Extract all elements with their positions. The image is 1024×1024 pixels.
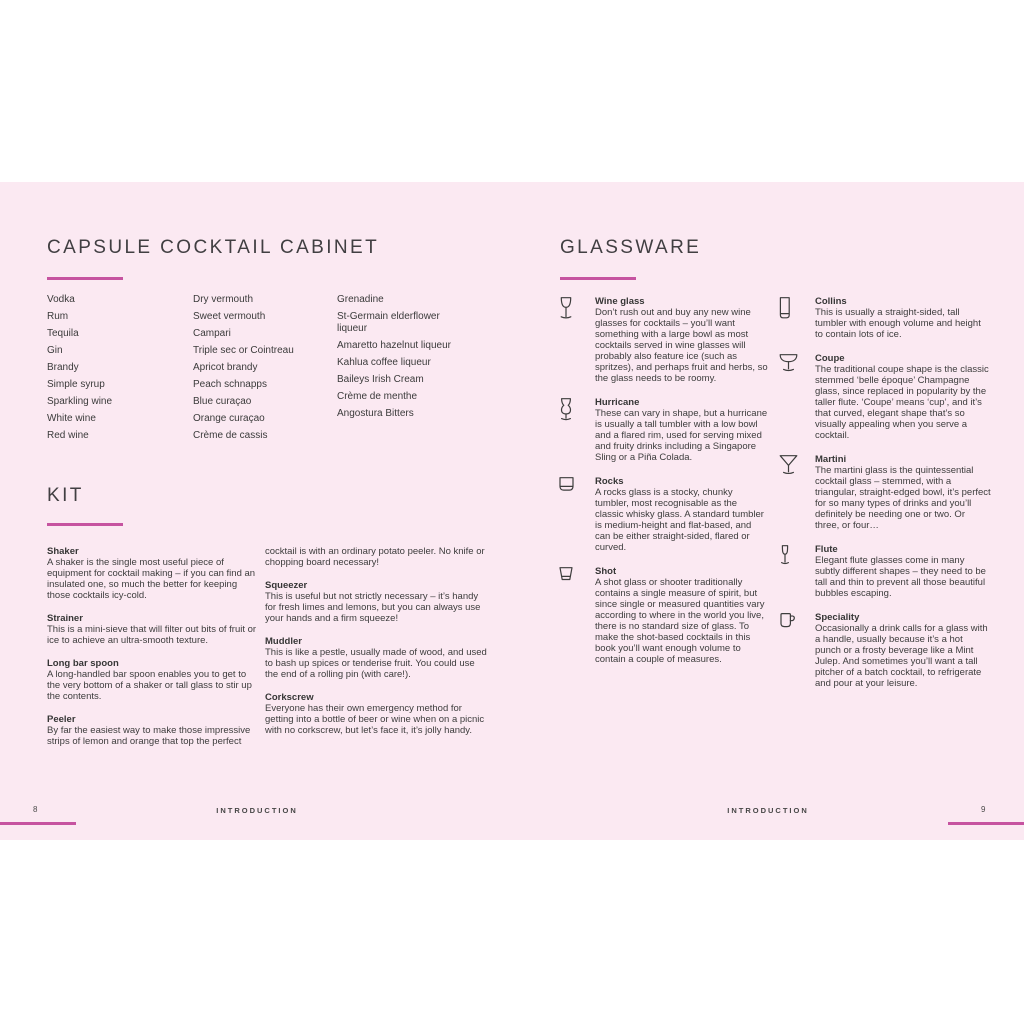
ingredient-item: Simple syrup <box>47 379 105 390</box>
kit-entry-body: By far the easiest way to make those impressive strips of lemon and orange that top the perfect <box>47 725 251 747</box>
kit-entry-heading: Strainer <box>47 613 83 624</box>
glassware-entry-body: Don’t rush out and buy any new wine glasses for cocktails – you’ll want something with a large bowl as most cocktails served in wine glasses will probably also feature ice (such as spritzes), and perhaps fruit and herbs, so the glass needs to be roomy. <box>595 307 768 384</box>
running-head-right: INTRODUCTION <box>727 806 809 815</box>
kit-entry-heading: Long bar spoon <box>47 658 119 669</box>
footer-rule-right <box>948 822 1024 825</box>
ingredient-item: Orange curaçao <box>193 413 265 424</box>
ingredient-item: Triple sec or Cointreau <box>193 345 294 356</box>
kit-entry-heading: Shaker <box>47 546 79 557</box>
running-head-left: INTRODUCTION <box>216 806 298 815</box>
kit-entry-body: This is a mini-sieve that will filter out bits of fruit or ice to achieve an ultra-smooth texture. <box>47 624 257 646</box>
glassware-entry-martini <box>776 454 991 531</box>
ingredient-item: Amaretto hazelnut liqueur <box>337 339 451 351</box>
kit-entry-peeler <box>47 714 259 747</box>
footer-rule-left <box>0 822 76 825</box>
ingredient-item: Kahlua coffee liqueur <box>337 356 431 368</box>
glassware-entry-heading: Collins <box>815 296 847 307</box>
book-spread <box>0 182 1024 840</box>
glassware-entry-body: A shot glass or shooter traditionally contains a single measure of spirit, but since single or measured quantities vary according to where in the world you live, there is no standard size of glass. To make the shot-based cocktails in this book you’ll want enough volume to contain a couple of measures. <box>595 577 765 665</box>
kit-column-1 <box>47 546 259 759</box>
flute-glass-icon <box>776 544 815 567</box>
kit-title: KIT <box>47 485 84 506</box>
kit-entry-heading: Peeler <box>47 714 76 725</box>
ingredient-item: Vodka <box>47 294 75 305</box>
glassware-entry-body: A rocks glass is a stocky, chunky tumbler, most recognisable as the classic whisky glass. A standard tumbler is medium-height and flat-based, and can be either straight-sided, flared or curved. <box>595 487 764 553</box>
glassware-entry-flute <box>776 544 991 599</box>
kit-entry-strainer <box>47 613 259 646</box>
shot-glass-icon <box>556 566 595 581</box>
ingredient-item: Brandy <box>47 362 79 373</box>
rocks-glass-icon <box>556 476 595 491</box>
martini-glass-icon <box>776 454 815 476</box>
wine-glass-icon <box>556 296 595 323</box>
glassware-entry-speciality <box>776 612 991 689</box>
glassware-entry-heading: Coupe <box>815 353 845 364</box>
ingredient-item: St-Germain elderflower liqueur <box>337 311 440 334</box>
kit-column-2 <box>265 546 489 748</box>
ingredient-item: Dry vermouth <box>193 294 254 305</box>
glassware-entry-coupe <box>776 353 991 441</box>
ingredient-item: White wine <box>47 413 96 424</box>
capsule-cocktail-cabinet-title: CAPSULE COCKTAIL CABINET <box>47 237 380 258</box>
ingredient-item: Baileys Irish Cream <box>337 373 424 385</box>
ingredient-item: Peach schnapps <box>193 379 267 390</box>
glassware-entry-heading: Rocks <box>595 476 624 487</box>
glassware-title: GLASSWARE <box>560 237 702 258</box>
glassware-entry-text <box>595 566 768 665</box>
glassware-column-1 <box>556 296 768 678</box>
glassware-entry-text <box>815 612 991 689</box>
kit-entry-muddler <box>265 636 489 680</box>
glassware-entry-rocks <box>556 476 768 553</box>
kit-entry-body: A long-handled bar spoon enables you to get to the very bottom of a shaker or tall glass to stir up the contents. <box>47 669 252 702</box>
kit-entry-body: Everyone has their own emergency method for getting into a bottle of beer or wine when on a picnic with no corkscrew, but let’s face it, it’s jolly handy. <box>265 703 485 736</box>
ingredient-item: Angostura Bitters <box>337 407 414 419</box>
kit-entry-squeezer <box>265 580 489 624</box>
speciality-mug-icon <box>776 612 815 628</box>
glassware-entry-text <box>815 544 991 599</box>
ingredient-item: Crème de cassis <box>193 430 268 441</box>
kit-entry-body: This is like a pestle, usually made of wood, and used to bash up spices or tenderise fruit. You could use the end of a rolling pin (with care!). <box>265 647 487 680</box>
kit-entry-peeler-continued <box>265 546 489 568</box>
coupe-glass-icon <box>776 353 815 374</box>
glassware-entry-body: This is usually a straight-sided, tall tumbler with enough volume and height to contain lots of ice. <box>815 307 981 340</box>
kit-title-rule <box>47 523 123 526</box>
ingredient-item: Rum <box>47 311 69 322</box>
ingredient-item: Apricot brandy <box>193 362 258 373</box>
glassware-entry-body: These can vary in shape, but a hurricane is usually a tall tumbler with a low bowl and a flared rim, used for serving mixed and fruity drinks including a Singapore Sling or a Piña Colada. <box>595 408 768 463</box>
glassware-entry-heading: Wine glass <box>595 296 645 307</box>
glassware-entry-text <box>815 454 991 531</box>
ingredients-column-3 <box>337 294 469 425</box>
kit-entry-long-bar-spoon <box>47 658 259 702</box>
glassware-entry-wine-glass <box>556 296 768 384</box>
ingredient-item: Tequila <box>47 328 79 339</box>
kit-entry-body: cocktail is with an ordinary potato peeler. No knife or chopping board necessary! <box>265 546 485 568</box>
ingredient-item: Gin <box>47 345 63 356</box>
capsule-title-rule <box>47 277 123 280</box>
ingredient-item: Crème de menthe <box>337 390 418 402</box>
ingredient-item: Red wine <box>47 430 89 441</box>
glassware-entry-text <box>595 397 768 463</box>
glassware-entry-body: Elegant flute glasses come in many subtly different shapes – they need to be tall and thin to prevent all those beautiful bubbles escaping. <box>815 555 986 599</box>
ingredient-item: Sweet vermouth <box>193 311 266 322</box>
glassware-entry-body: Occasionally a drink calls for a glass with a handle, usually because it’s a hot punch or a frosty beverage like a Mint Julep. And sometimes you’ll want a tall pitcher of a batch cocktail, to refrigerate and pour at your leisure. <box>815 623 988 689</box>
glassware-column-2 <box>776 296 991 702</box>
kit-entry-shaker <box>47 546 259 601</box>
glassware-entry-shot <box>556 566 768 665</box>
kit-entry-heading: Squeezer <box>265 580 308 591</box>
ingredients-column-2 <box>193 294 327 447</box>
glassware-entry-body: The traditional coupe shape is the classic stemmed ‘belle époque’ Champagne glass, since replaced in popularity by the taller flute. ‘Coupe’ means ‘cup’, and it’s that curved, elegant shape that’s so visually appealing when you serve a cocktail. <box>815 364 989 441</box>
glassware-entry-collins <box>776 296 991 340</box>
hurricane-glass-icon <box>556 397 595 424</box>
kit-entry-body: This is useful but not strictly necessary – it’s handy for fresh limes and lemons, but you can always use your hands and a firm squeeze! <box>265 591 481 624</box>
glassware-entry-hurricane <box>556 397 768 463</box>
glassware-entry-heading: Shot <box>595 566 617 577</box>
kit-entry-heading: Muddler <box>265 636 302 647</box>
ingredients-column-1 <box>47 294 171 447</box>
page-number-left: 8 <box>33 805 38 814</box>
kit-entry-corkscrew <box>265 692 489 736</box>
glassware-entry-text <box>815 353 991 441</box>
ingredient-item: Sparkling wine <box>47 396 113 407</box>
glassware-entry-heading: Speciality <box>815 612 860 623</box>
collins-glass-icon <box>776 296 815 319</box>
glassware-entry-heading: Flute <box>815 544 838 555</box>
ingredient-item: Grenadine <box>337 294 384 305</box>
glassware-entry-heading: Hurricane <box>595 397 640 408</box>
glassware-entry-text <box>815 296 991 340</box>
glassware-entry-heading: Martini <box>815 454 847 465</box>
glassware-title-rule <box>560 277 636 280</box>
glassware-entry-text <box>595 476 768 553</box>
glassware-entry-body: The martini glass is the quintessential cocktail glass – stemmed, with a triangular, straight-edged bowl, it’s perfect for so many types of drinks and you’ll definitely be needing one or two. Or three, or four… <box>815 465 991 531</box>
kit-entry-heading: Corkscrew <box>265 692 314 703</box>
glassware-entry-text <box>595 296 768 384</box>
kit-entry-body: A shaker is the single most useful piece of equipment for cocktail making – if you can find an insulated one, so much the better for keeping those cocktails icy-cold. <box>47 557 256 601</box>
ingredient-item: Blue curaçao <box>193 396 252 407</box>
ingredient-item: Campari <box>193 328 231 339</box>
page-number-right: 9 <box>981 805 986 814</box>
